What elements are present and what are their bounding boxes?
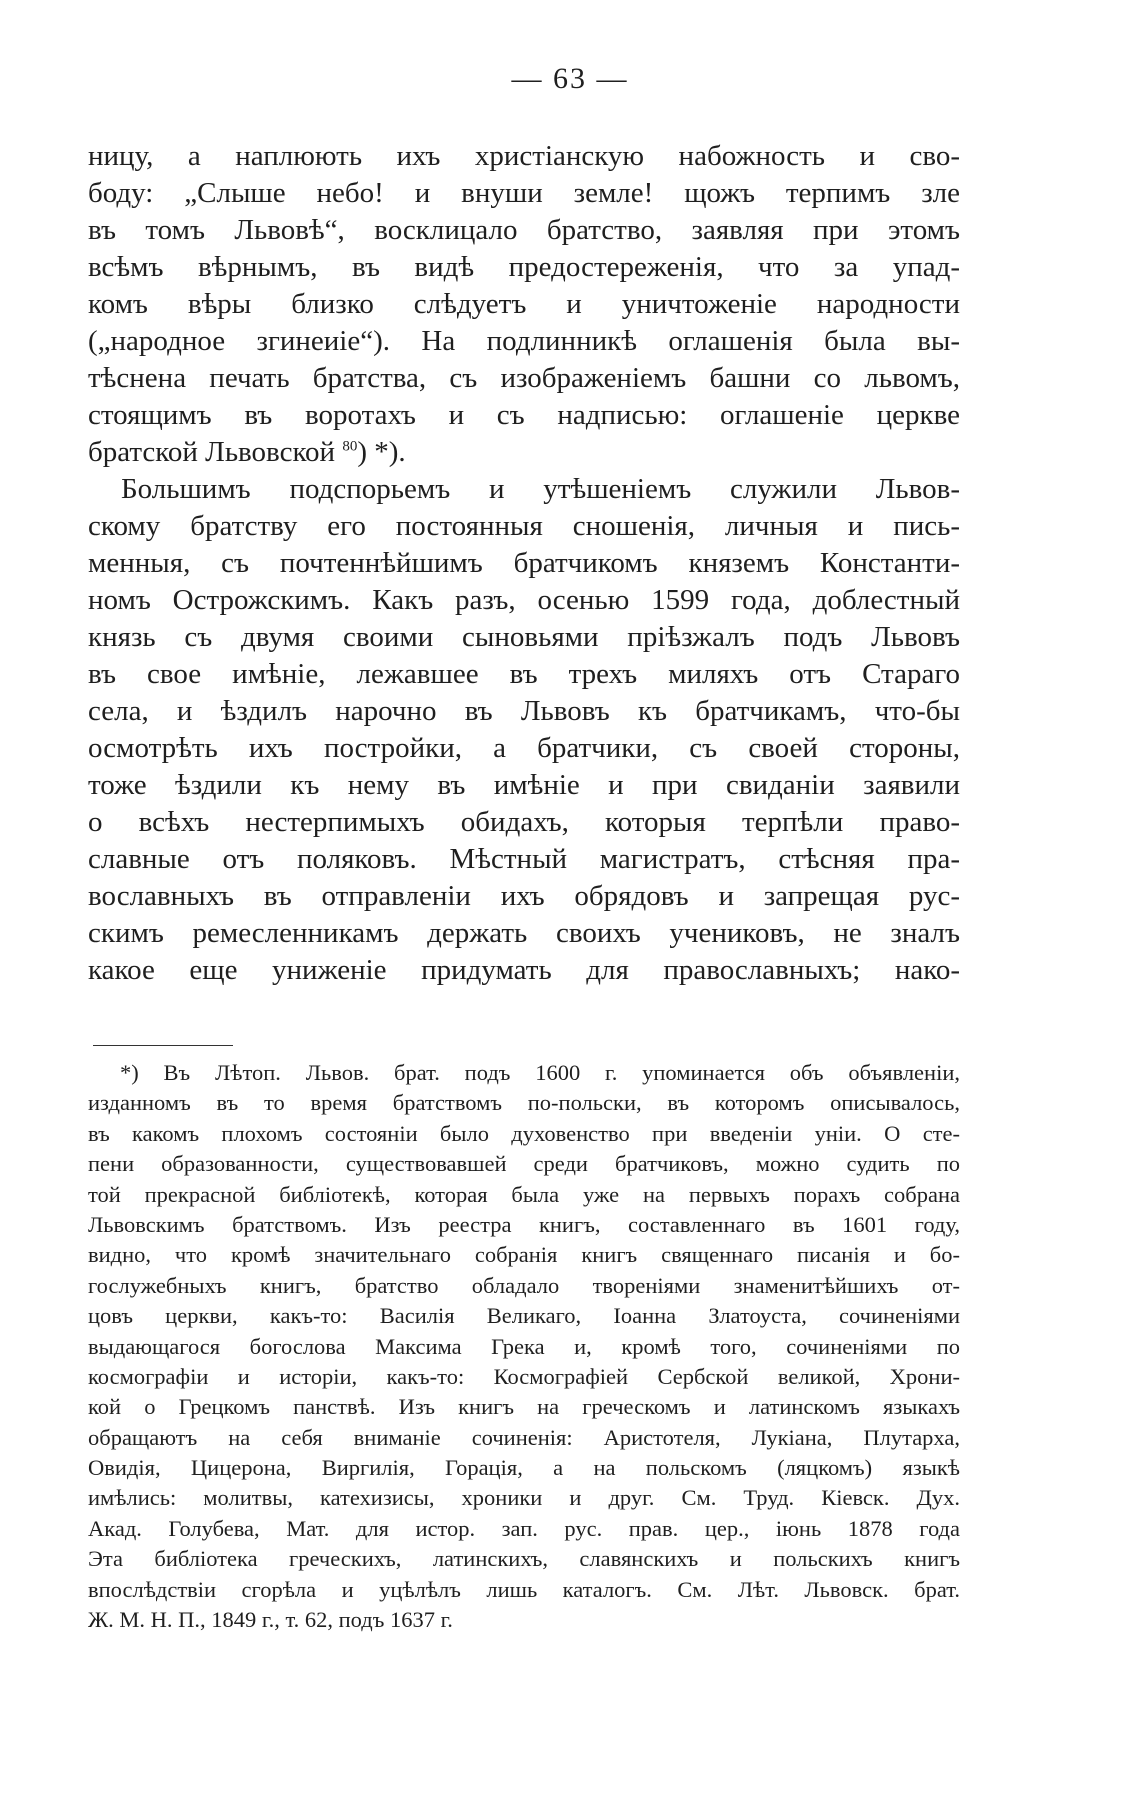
footnote-line: космографіи и исторіи, какъ-то: Космографіей Сербской великой, Хрони- <box>88 1363 960 1389</box>
text-line <box>88 434 960 471</box>
text-line: о всѣхъ нестерпимыхъ обидахъ, которыя терпѣли право- <box>88 806 960 838</box>
footnote-line: Львовскимъ братствомъ. Изъ реестра книгъ, составленнаго въ 1601 году, <box>88 1211 960 1237</box>
text-line: какое еще униженіе придумать для православныхъ; нако- <box>88 954 960 986</box>
text-line: тоже ѣздили къ нему въ имѣніе и при свиданіи заявили <box>88 769 960 801</box>
footnote-line: той прекрасной библіотекѣ, которая была уже на первыхъ порахъ собрана <box>88 1181 960 1207</box>
footnote-line: впослѣдствіи сгорѣла и уцѣлѣлъ лишь каталогъ. См. Лѣт. Львовск. брат. <box>88 1576 960 1602</box>
footnote-line: выдающагося богослова Максима Грека и, кромѣ того, сочиненіями по <box>88 1333 960 1359</box>
text-line: номъ Острожскимъ. Какъ разъ, осенью 1599 года, доблестный <box>88 584 960 616</box>
text-line: скому братству его постоянныя сношенія, личныя и пись- <box>88 510 960 542</box>
text-line: въ свое имѣніе, лежавшее въ трехъ миляхъ отъ Стараго <box>88 658 960 690</box>
paragraph-end-text: братской Львовской <box>88 436 343 468</box>
footnote-line: Овидія, Цицерона, Виргилія, Горація, а на польскомъ (ляцкомъ) языкѣ <box>88 1455 960 1481</box>
footnote-line: обращаютъ на себя вниманіе сочиненія: Аристотеля, Лукіана, Плутарха, <box>88 1424 960 1450</box>
text-line: вославныхъ въ отправленіи ихъ обрядовъ и запрещая рус- <box>88 880 960 912</box>
footnote-divider <box>93 1045 233 1046</box>
footnote-line: гослужебныхъ книгъ, братство обладало твореніями знаменитѣйшихъ от- <box>88 1272 960 1298</box>
text-line: комъ вѣры близко слѣдуетъ и уничтоженіе народности <box>88 288 960 320</box>
text-line: славные отъ поляковъ. Мѣстный магистратъ, стѣсняя пра- <box>88 843 960 875</box>
text-line: въ томъ Львовѣ“, восклицало братство, заявляя при этомъ <box>88 214 960 246</box>
footnote-line: изданномъ въ то время братствомъ по-польски, въ которомъ описывалось, <box>88 1090 960 1116</box>
footnote-line: Ж. М. Н. П., 1849 г., т. 62, подъ 1637 г. <box>88 1607 453 1633</box>
footnote-line: кой о Грецкомъ панствѣ. Изъ книгъ на греческомъ и латинскомъ языкахъ <box>88 1394 960 1420</box>
footnote-marker: ) *). <box>357 436 406 468</box>
footnote <box>88 1058 960 1635</box>
footnote-line: въ какомъ плохомъ состояніи было духовенство при введеніи уніи. О сте- <box>88 1120 960 1146</box>
footnote-line: Акад. Голубева, Мат. для истор. зап. рус. прав. цер., іюнь 1878 года <box>88 1515 960 1541</box>
text-line: всѣмъ вѣрнымъ, въ видѣ предостереженія, что за упад- <box>88 251 960 283</box>
text-line: („народное згинеиіе“). На подлинникѣ оглашенія была вы- <box>88 325 960 357</box>
text-line: боду: „Слыше небо! и внуши земле! щожъ терпимъ зле <box>88 177 960 209</box>
text-line: менныя, съ почтеннѣйшимъ братчикомъ княземъ Константи- <box>88 547 960 579</box>
note-reference: 80 <box>342 438 358 455</box>
footnote-line: видно, что кромѣ значительнаго собранія книгъ священнаго писанія и бо- <box>88 1242 960 1268</box>
text-line: стоящимъ въ воротахъ и съ надписью: оглашеніе церкве <box>88 399 960 431</box>
text-line: скимъ ремесленникамъ держать своихъ учениковъ, не зналъ <box>88 917 960 949</box>
text-line: Большимъ подспорьемъ и утѣшеніемъ служили Львов- <box>121 473 960 505</box>
text-line: тѣснена печать братства, съ изображеніемъ башни со львомъ, <box>88 362 960 394</box>
text-line: осмотрѣть ихъ постройки, а братчики, съ своей стороны, <box>88 732 960 764</box>
text-line: ницу, а наплюють ихъ христіанскую набожность и сво- <box>88 140 960 172</box>
text-line: села, и ѣздилъ нарочно въ Львовъ къ братчикамъ, что-бы <box>88 695 960 727</box>
main-text <box>88 138 960 989</box>
page-number: — 63 — <box>511 62 629 95</box>
footnote-line: пени образованности, существовавшей среди братчиковъ, можно судить по <box>88 1151 960 1177</box>
footnote-line: *) Въ Лѣтоп. Львов. брат. подъ 1600 г. упоминается объ объявленіи, <box>120 1060 960 1085</box>
footnote-line: имѣлись: молитвы, катехизисы, хроники и друг. См. Труд. Кіевск. Дух. <box>88 1485 960 1511</box>
footnote-line: цовъ церкви, какъ-то: Василія Великаго, Іоанна Златоуста, сочиненіями <box>88 1303 960 1329</box>
text-line: князь съ двумя своими сыновьями пріѣзжалъ подъ Львовъ <box>88 621 960 653</box>
footnote-line: Эта библіотека греческихъ, латинскихъ, славянскихъ и польскихъ книгъ <box>88 1546 960 1572</box>
